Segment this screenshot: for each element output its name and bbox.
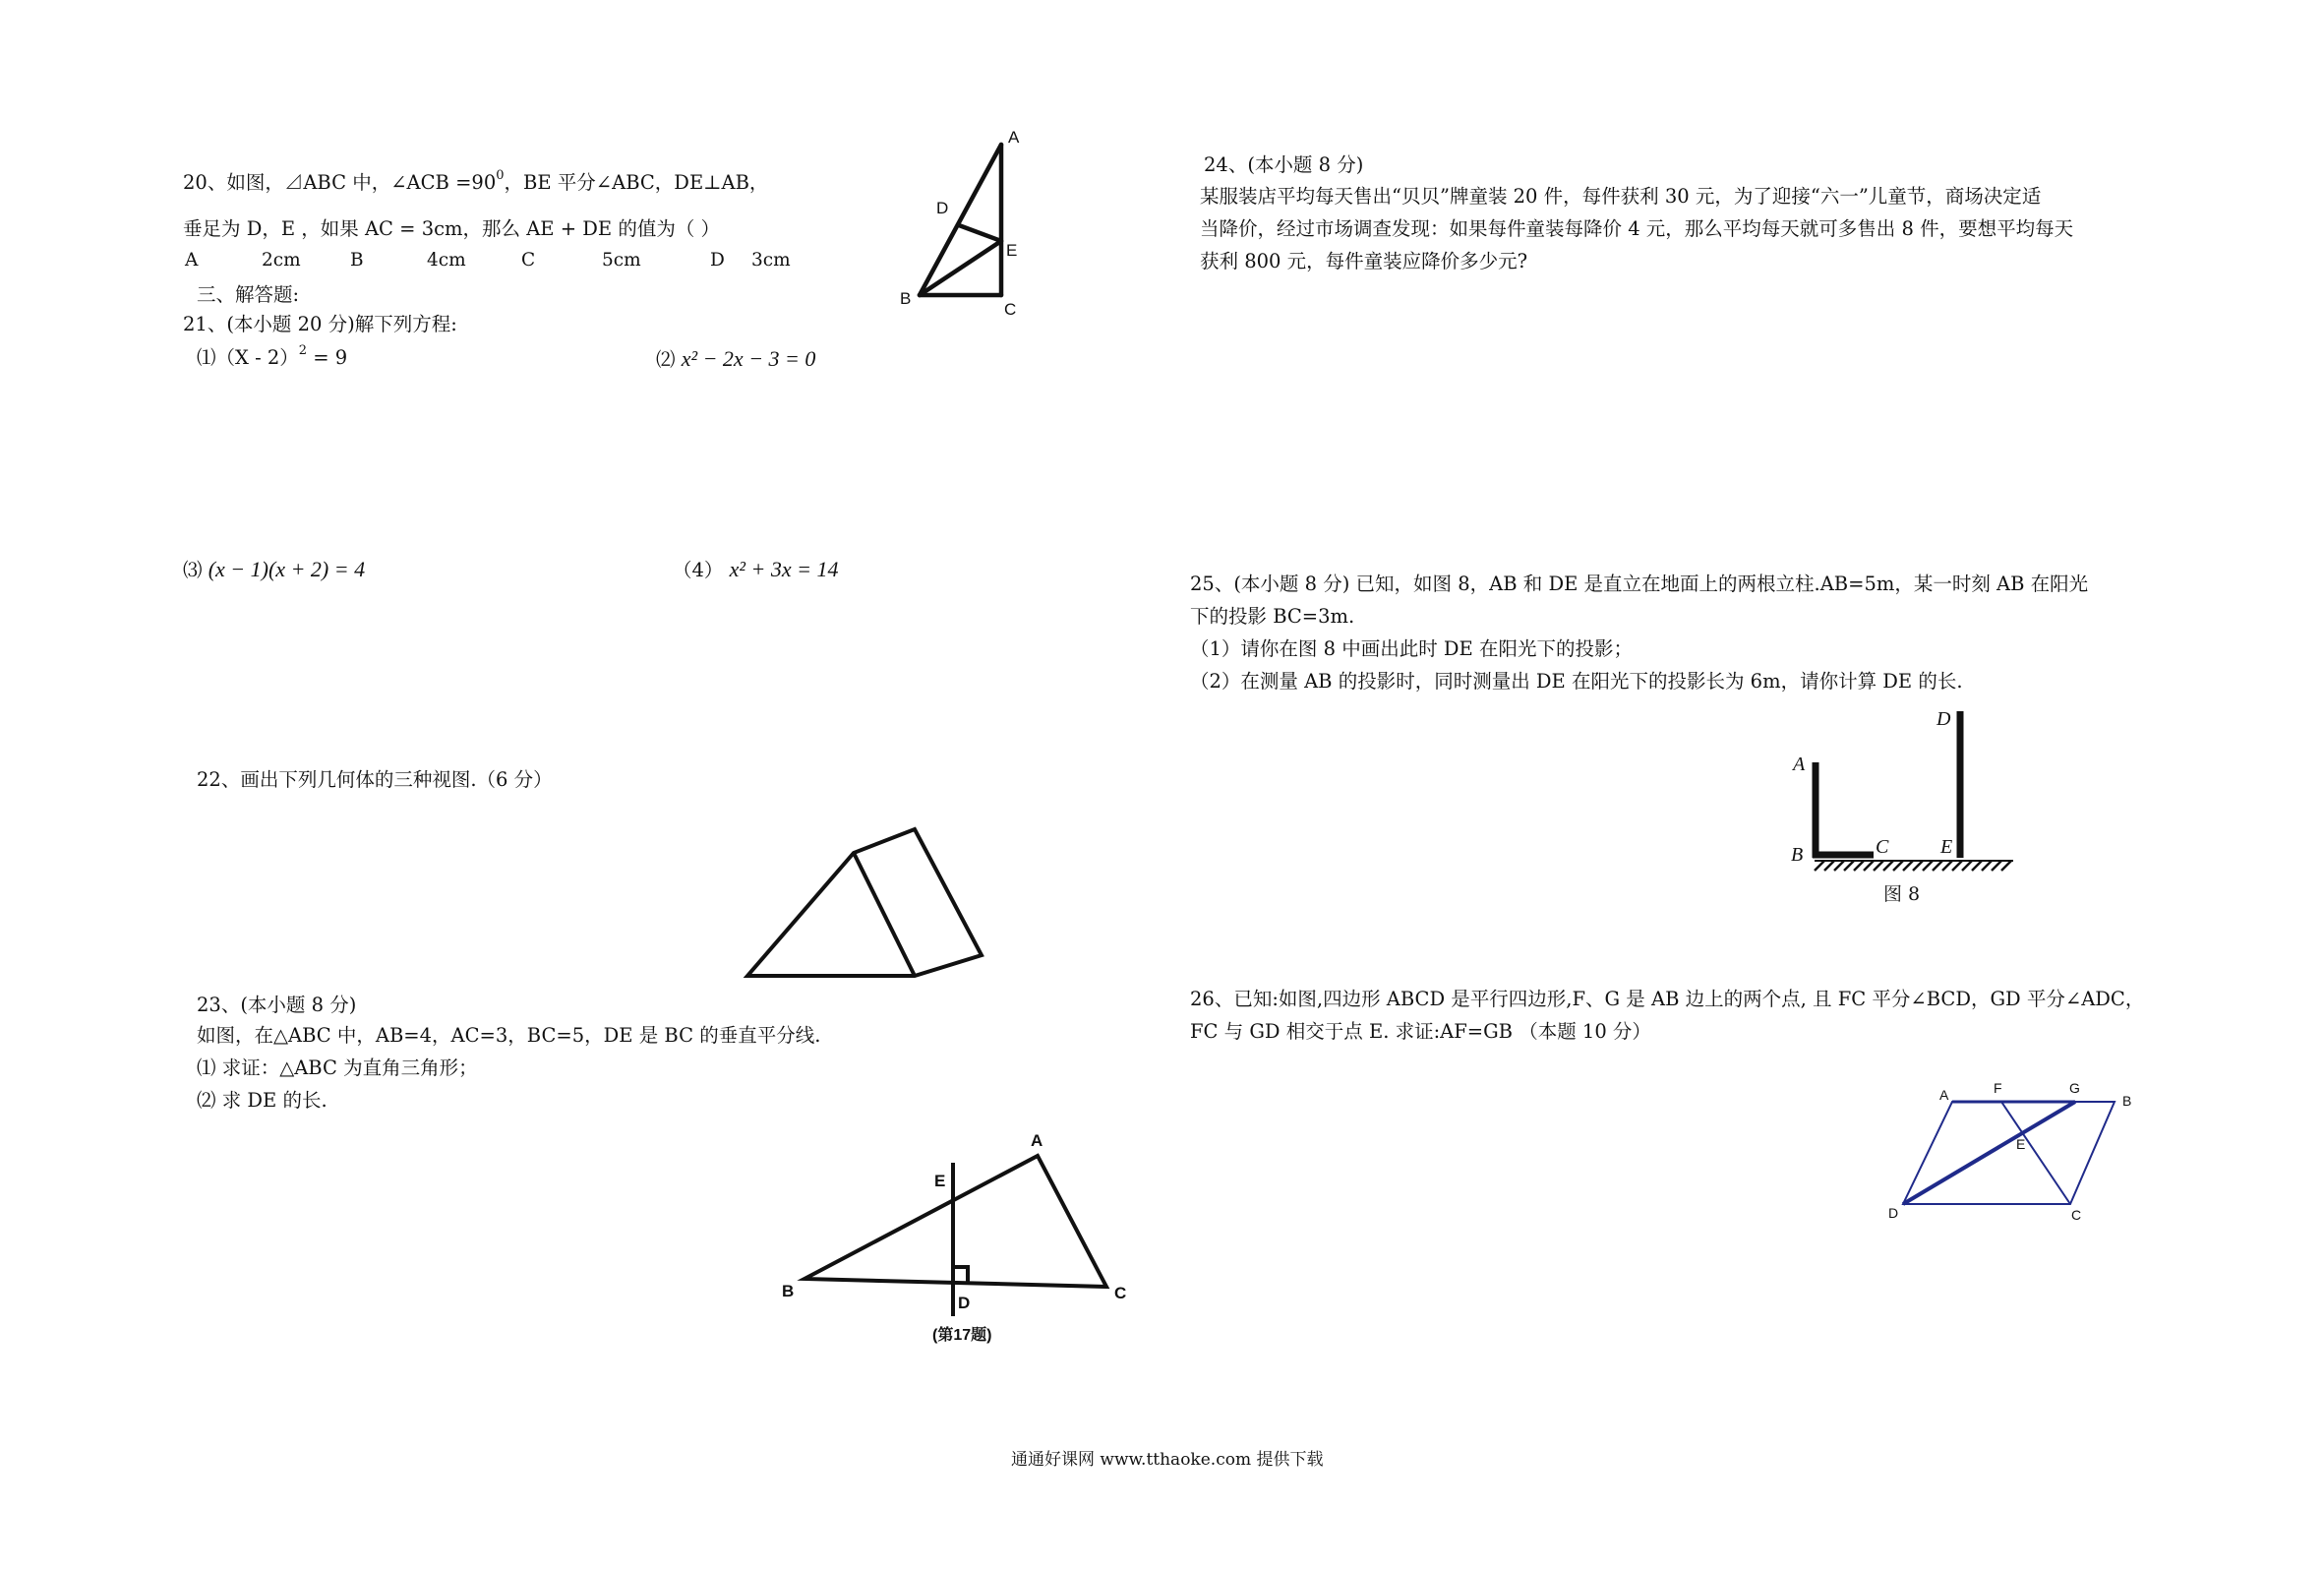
q23-label-c: C (1114, 1284, 1127, 1302)
q23-label-b: B (782, 1282, 795, 1300)
q25-line4: （2）在测量 AB 的投影时，同时测量出 DE 在阳光下的投影长为 6m，请你计算 DE 的长. (1190, 670, 1963, 693)
q26-label-g: G (2069, 1080, 2080, 1096)
q24-line1: 某服装店平均每天售出“贝贝”牌童装 20 件，每件获利 30 元，为了迎接“六一”儿童节，商场决定适 (1200, 185, 2042, 208)
q26-label-b: B (2122, 1093, 2132, 1109)
q25-label-d: D (1937, 708, 1951, 730)
q25-label-e: E (1940, 836, 1953, 858)
q26-label-a: A (1939, 1087, 1949, 1103)
q25-label-a: A (1793, 754, 1806, 775)
q23-line2: ⑴ 求证：△ABC 为直角三角形； (197, 1056, 478, 1079)
q20-line1: 20、如图，⊿ABC 中，∠ACB $=90^0$，BE 平分∠ABC，DE⊥AB， (183, 168, 769, 194)
footer-source: 通通好课网 www.tthaoke.com 提供下载 (1011, 1450, 1324, 1470)
q20-options: A 2cm B 4cm C 5cm D 3cm (185, 250, 791, 271)
q25-line3: （1）请你在图 8 中画出此时 DE 在阳光下的投影； (1190, 637, 1633, 660)
q21-part3: ⑶ (x − 1)(x + 2) = 4 (183, 557, 366, 581)
q21-part2: ⑵ x² − 2x − 3 = 0 (656, 346, 816, 371)
q23-title: 23、(本小题 8 分) (197, 994, 357, 1016)
q20-label-a: A (1008, 128, 1020, 147)
q26-line2: FC 与 GD 相交于点 E. 求证:AF=GB （本题 10 分） (1190, 1020, 1651, 1043)
q21-part1: ⑴（X - 2）$^2$ = 9 (197, 343, 348, 369)
q22-prism-figure (738, 821, 993, 989)
q24-line2: 当降价，经过市场调查发现：如果每件童装每降价 4 元，那么平均每天就可多售出 8 件，要想平均每天 (1200, 217, 2074, 240)
q25-line2: 下的投影 BC=3m. (1190, 605, 1355, 628)
q24-line3: 获利 800 元，每件童装应降价多少元? (1200, 250, 1528, 272)
q24-title: 24、(本小题 8 分) (1204, 153, 1364, 176)
q23-label-d: D (958, 1294, 971, 1312)
q20-label-b: B (900, 289, 912, 308)
q26-line1: 26、已知:如图,四边形 ABCD 是平行四边形,F、G 是 AB 边上的两个点, 且 FC 平分∠BCD，GD 平分∠ADC， (1190, 988, 2145, 1010)
section-heading: 三、解答题: (197, 283, 300, 306)
q23-line1: 如图，在△ABC 中，AB=4，AC=3，BC=5，DE 是 BC 的垂直平分线. (197, 1024, 821, 1047)
q25-label-c: C (1876, 836, 1889, 858)
q23-label-e: E (934, 1172, 946, 1190)
q26-label-c: C (2071, 1207, 2082, 1223)
q25-figure-caption: 图 8 (1883, 883, 1921, 905)
q26-label-d: D (1888, 1205, 1899, 1221)
q22-title: 22、画出下列几何体的三种视图.（6 分） (197, 768, 553, 791)
q23-line3: ⑵ 求 DE 的长. (197, 1089, 328, 1112)
q25-label-b: B (1791, 844, 1804, 866)
q26-label-f: F (1994, 1080, 2002, 1096)
q26-label-e: E (2016, 1136, 2026, 1152)
q20-label-d: D (936, 199, 949, 217)
q20-line2: 垂足为 D，E ，如果 AC = 3cm，那么 AE + DE 的值为（ ） (183, 217, 721, 240)
q20-label-e: E (1006, 241, 1018, 260)
q23-label-a: A (1031, 1131, 1043, 1150)
q23-triangle-figure (767, 1121, 1151, 1358)
q26-parallelogram-figure (1869, 1072, 2164, 1230)
q23-figure-caption: (第17题) (932, 1327, 992, 1344)
q20-triangle-figure (890, 123, 1038, 320)
q21-part4: （4） x² + 3x = 14 (673, 557, 839, 581)
q21-title: 21、(本小题 20 分)解下列方程: (183, 313, 457, 335)
q25-line1: 25、(本小题 8 分) 已知，如图 8，AB 和 DE 是直立在地面上的两根立柱.AB=5m，某一时刻 AB 在阳光 (1190, 573, 2089, 595)
q25-poles-figure (1785, 703, 2041, 910)
q20-label-c: C (1004, 300, 1017, 319)
